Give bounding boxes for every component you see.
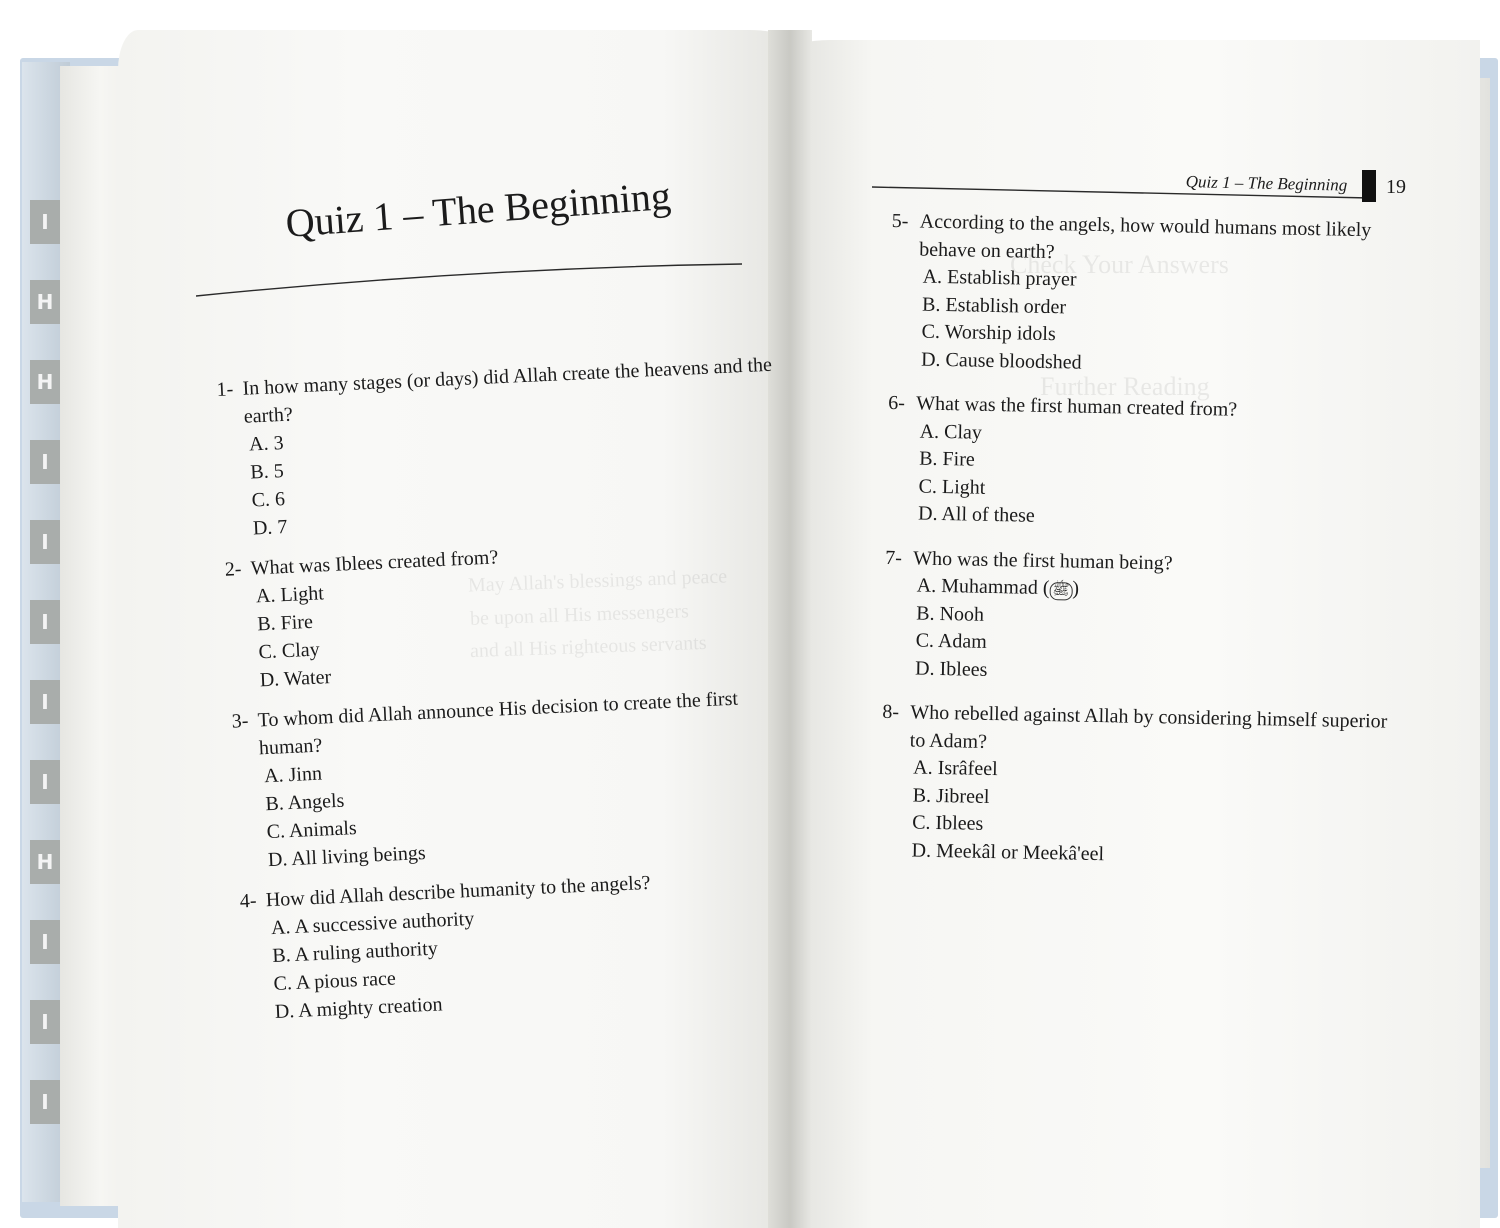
question-text: In how many stages (or days) did Allah create the heavens and the earth? xyxy=(242,353,773,428)
show-through-heading: Check Your Answers xyxy=(1010,250,1229,279)
spine-tab: I xyxy=(30,920,60,964)
answer-option-label: A. Isrâfeel xyxy=(913,756,998,781)
question-body xyxy=(917,209,1408,383)
show-through-heading: Further Reading xyxy=(1040,372,1210,401)
answer-option-label: B. 5 xyxy=(249,460,285,484)
question-text: Who was the first human being? xyxy=(913,546,1173,574)
spine-tab: H xyxy=(30,840,60,884)
question-body xyxy=(265,862,805,1026)
spine-tab: I xyxy=(30,520,60,564)
title-rule xyxy=(196,262,742,302)
running-head-marker xyxy=(1362,170,1376,202)
question-body xyxy=(242,351,783,543)
left-question-list xyxy=(216,351,806,1040)
right-question-list xyxy=(879,208,1408,891)
question-number: 8- xyxy=(882,700,900,724)
answer-option-label: D. Water xyxy=(259,666,332,692)
spine-tab: I xyxy=(30,600,60,644)
answer-option-label: C. 6 xyxy=(251,488,286,512)
answer-option-label: C. Worship idols xyxy=(921,320,1056,346)
spine-tab: I xyxy=(30,680,60,724)
pbuh-glyph: ﷺ xyxy=(1049,582,1072,600)
spine-tab: I xyxy=(30,1080,60,1124)
question-text: To whom did Allah announce His decision to create the first human? xyxy=(257,687,739,760)
question-item xyxy=(224,530,790,695)
answer-option-label: C. Animals xyxy=(266,817,358,844)
answer-option-label: C. Clay xyxy=(258,638,321,664)
question-number: 3- xyxy=(231,709,249,733)
answer-option-label: B. A ruling authority xyxy=(271,937,439,968)
answer-option-label: D. All living beings xyxy=(267,841,427,872)
question-item xyxy=(231,682,798,875)
question-item xyxy=(886,390,1405,537)
question-item xyxy=(879,699,1398,874)
answer-option-label: B. Fire xyxy=(256,610,314,636)
question-text: What was Iblees created from? xyxy=(250,546,499,580)
answer-option-label: C. A pious race xyxy=(273,967,397,995)
spine-tab: H xyxy=(30,280,60,324)
answer-option-label: C. Iblees xyxy=(911,811,984,835)
spine-tab: I xyxy=(30,440,60,484)
question-body xyxy=(907,699,1398,873)
question-number: 4- xyxy=(239,889,258,913)
answer-option-label: D. A mighty creation xyxy=(274,993,444,1023)
question-text: According to the angels, how would humans most likely behave on earth? xyxy=(919,210,1372,263)
question-item xyxy=(883,544,1402,691)
answer-option-label: D. Iblees xyxy=(914,657,988,681)
answer-option-label: A. Clay xyxy=(919,420,983,444)
answer-option-label: D. Cause bloodshed xyxy=(920,348,1082,374)
answer-option-label: B. Nooh xyxy=(916,602,985,626)
answer-option-label: A. Muhammad xyxy=(916,574,1039,599)
answer-option-label: C. Adam xyxy=(915,629,988,653)
answer-option-label: A. Jinn xyxy=(263,762,323,788)
spine-tab: I xyxy=(30,200,60,244)
question-body xyxy=(250,530,790,694)
answer-option-label: D. 7 xyxy=(252,515,288,540)
question-number: 1- xyxy=(216,378,234,401)
answer-option-label: C. Light xyxy=(918,475,986,499)
question-item xyxy=(216,351,783,544)
answer-option-label: A. Light xyxy=(255,582,325,608)
answer-option-label: B. Establish order xyxy=(921,293,1067,318)
answer-option-label: B. Jibreel xyxy=(912,784,990,808)
answer-option-label: B. Angels xyxy=(264,789,345,816)
show-through-line: be upon all His messengers xyxy=(469,600,690,630)
answer-option-label: A. A successive authority xyxy=(270,907,475,940)
answer-option-label: A. 3 xyxy=(248,432,285,456)
spine-tab: I xyxy=(30,1000,60,1044)
answer-option-label: D. Meekâl or Meekâ'eel xyxy=(911,838,1105,865)
answer-option-label: B. Fire xyxy=(918,447,975,471)
running-head: Quiz 1 – The Beginning xyxy=(1185,172,1348,195)
question-item xyxy=(889,208,1408,383)
page-number: 19 xyxy=(1386,176,1406,198)
question-text: How did Allah describe humanity to the angels? xyxy=(265,871,651,912)
spine-tab: I xyxy=(30,760,60,804)
question-body xyxy=(914,391,1405,538)
question-body xyxy=(911,545,1402,692)
question-body xyxy=(257,682,798,874)
question-text: Who rebelled against Allah by considering himself superior to Adam? xyxy=(909,701,1388,753)
show-through-line: May Allah's blessings and peace xyxy=(467,565,728,597)
question-number: 7- xyxy=(885,546,903,569)
question-number: 5- xyxy=(891,209,909,233)
answer-option-label: D. All of these xyxy=(917,502,1035,527)
question-item xyxy=(239,862,805,1027)
question-number: 6- xyxy=(888,391,906,415)
answer-option-label: A. Establish prayer xyxy=(922,265,1077,291)
question-number: 2- xyxy=(224,558,242,581)
pbuh-symbol: ( ﷺ ) xyxy=(1037,576,1080,600)
page-title: Quiz 1 – The Beginning xyxy=(284,172,673,246)
spine-tab: H xyxy=(30,360,60,404)
show-through-line: and all His righteous servants xyxy=(469,631,707,663)
question-text: What was the first human created from? xyxy=(916,392,1238,421)
